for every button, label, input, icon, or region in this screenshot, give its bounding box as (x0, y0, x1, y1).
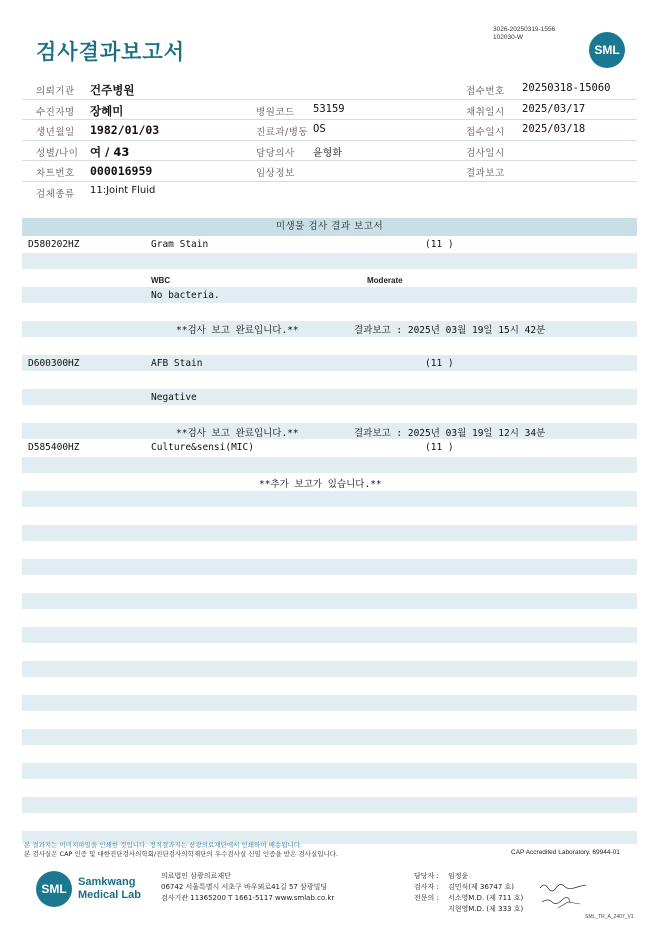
staff-name: 임정윤 (448, 872, 469, 880)
report-time: 결과보고 : 2025년 03월 19일 15시 42분 (354, 325, 546, 336)
row-stripe (22, 525, 637, 541)
test-name: Gram Stain (151, 239, 209, 250)
doctor-label: 담당의사 (256, 147, 295, 159)
test-code: D600300HZ (28, 358, 80, 369)
signature-image (538, 880, 598, 910)
row-stripe (22, 457, 637, 473)
test-name: Culture&sensi(MIC) (151, 442, 254, 453)
info-row-3 (22, 120, 637, 141)
hospital-label: 의뢰기관 (36, 86, 75, 97)
staff-label: 담당자 : (414, 872, 439, 880)
dob-value: 1982/01/03 (90, 123, 160, 137)
row-stripe (22, 559, 637, 575)
chart-label: 차트번호 (36, 168, 75, 179)
brand-name-line2: Medical Lab (78, 889, 141, 901)
report-label: 결과보고 (466, 168, 505, 179)
clinical-label: 임상정보 (256, 168, 295, 179)
row-stripe (22, 287, 637, 303)
test-name: AFB Stain (151, 358, 203, 369)
test-result: No bacteria. (151, 290, 220, 301)
specimen-label: 검체종류 (36, 188, 75, 200)
row-stripe (22, 695, 637, 711)
report-complete-note: **검사 보고 완료입니다.** (176, 325, 299, 336)
sex-age-value: 여 / 43 (90, 144, 130, 159)
wbc-label: WBC (151, 276, 171, 285)
specimen-code: (11 ) (425, 239, 454, 250)
specimen-code: (11 ) (425, 442, 454, 453)
specimen-code: (11 ) (425, 358, 454, 369)
lab-address (161, 871, 334, 904)
test-code: D585400HZ (28, 442, 80, 453)
info-row-4 (22, 141, 637, 162)
document-code-line2: 102030-W (493, 33, 523, 41)
staff-label: 전문의 : (414, 894, 439, 902)
brand-logo (36, 871, 141, 907)
sml-logo: SML (589, 32, 625, 68)
document-code (493, 26, 555, 41)
row-stripe (22, 797, 637, 813)
page-title: 검사결과보고서 (36, 40, 186, 64)
row-stripe (22, 491, 637, 507)
hospital-code-value: 53159 (313, 102, 345, 115)
chart-value: 000016959 (90, 164, 153, 178)
row-stripe (22, 389, 637, 405)
row-stripe (22, 253, 637, 269)
document-code-line1: 3026-20250319-1556 (493, 26, 556, 33)
doctor-value: 윤형화 (313, 147, 342, 159)
row-stripe (22, 729, 637, 745)
reception-no-label: 접수번호 (466, 86, 505, 97)
staff-label: 검사자 : (414, 883, 439, 891)
brand-name (78, 876, 141, 902)
info-row-6 (22, 182, 637, 203)
dob-label: 생년월일 (36, 127, 75, 138)
patient-value: 장혜미 (90, 103, 124, 118)
info-row-2 (22, 100, 637, 121)
dept-label: 진료과/병동 (256, 127, 309, 138)
additional-report-note: **추가 보고가 있습니다.** (259, 479, 382, 490)
lab-contact: 검사기관 11365200 T 1661-5117 www.smlab.co.kr (161, 894, 335, 902)
image-print-notice: 본 결과지는 이미지파일을 인쇄한 것입니다. 정식결과지는 삼광의료재단에서 인쇄하여 배송됩니다. (24, 841, 303, 849)
received-value: 2025/03/18 (522, 123, 586, 135)
lab-street: 06742 서울특별시 서초구 바우뫼로41길 57 삼광빌딩 (161, 883, 328, 891)
row-stripe (22, 627, 637, 643)
staff-name: 지현영M.D. (제 333 호) (448, 905, 524, 913)
form-code: SML_TR_A_2407_V1 (585, 914, 634, 920)
sex-age-label: 성별/나이 (36, 147, 79, 159)
lab-name: 의료법인 삼광의료재단 (161, 872, 231, 880)
dept-value: OS (313, 123, 326, 135)
staff-name: 서소영M.D. (제 711 호) (448, 894, 524, 902)
brand-name-line1: Samkwang (78, 876, 136, 888)
wbc-value: Moderate (367, 276, 403, 285)
collected-value: 2025/03/17 (522, 102, 586, 115)
report-time: 결과보고 : 2025년 03월 19일 12시 34분 (354, 428, 546, 439)
staff-list (414, 871, 523, 915)
staff-name: 김민식(제 36747 호) (448, 883, 514, 891)
row-stripe (22, 661, 637, 677)
accreditation-notice: 본 검사실은 CAP 인증 및 대한진단검사의학회/진단검사의학재단의 우수검사실 신임 인증을 받은 검사실입니다. (24, 850, 339, 858)
test-date-label: 검사일시 (466, 147, 505, 159)
hospital-value: 건주병원 (90, 83, 135, 97)
row-stripe (22, 593, 637, 609)
patient-info-table (22, 79, 637, 202)
row-stripe (22, 763, 637, 779)
reception-no-value: 20250318-15060 (522, 82, 611, 94)
specimen-value: 11:Joint Fluid (90, 184, 156, 196)
results-section-title: 미생물 검사 결과 보고서 (22, 218, 637, 236)
cap-accreditation: CAP Accredited Laboratory. 69944-01 (511, 849, 620, 856)
hospital-code-label: 병원코드 (256, 106, 295, 118)
test-result: Negative (151, 392, 197, 403)
received-label: 접수일시 (466, 127, 505, 138)
patient-label: 수진자명 (36, 106, 75, 118)
info-row-5 (22, 161, 637, 182)
sml-logo-mark: SML (36, 871, 72, 907)
row-stripe (22, 355, 637, 371)
test-code: D580202HZ (28, 239, 80, 250)
report-complete-note: **검사 보고 완료입니다.** (176, 428, 299, 439)
info-row-1 (22, 79, 637, 100)
collected-label: 채취일시 (466, 106, 505, 118)
